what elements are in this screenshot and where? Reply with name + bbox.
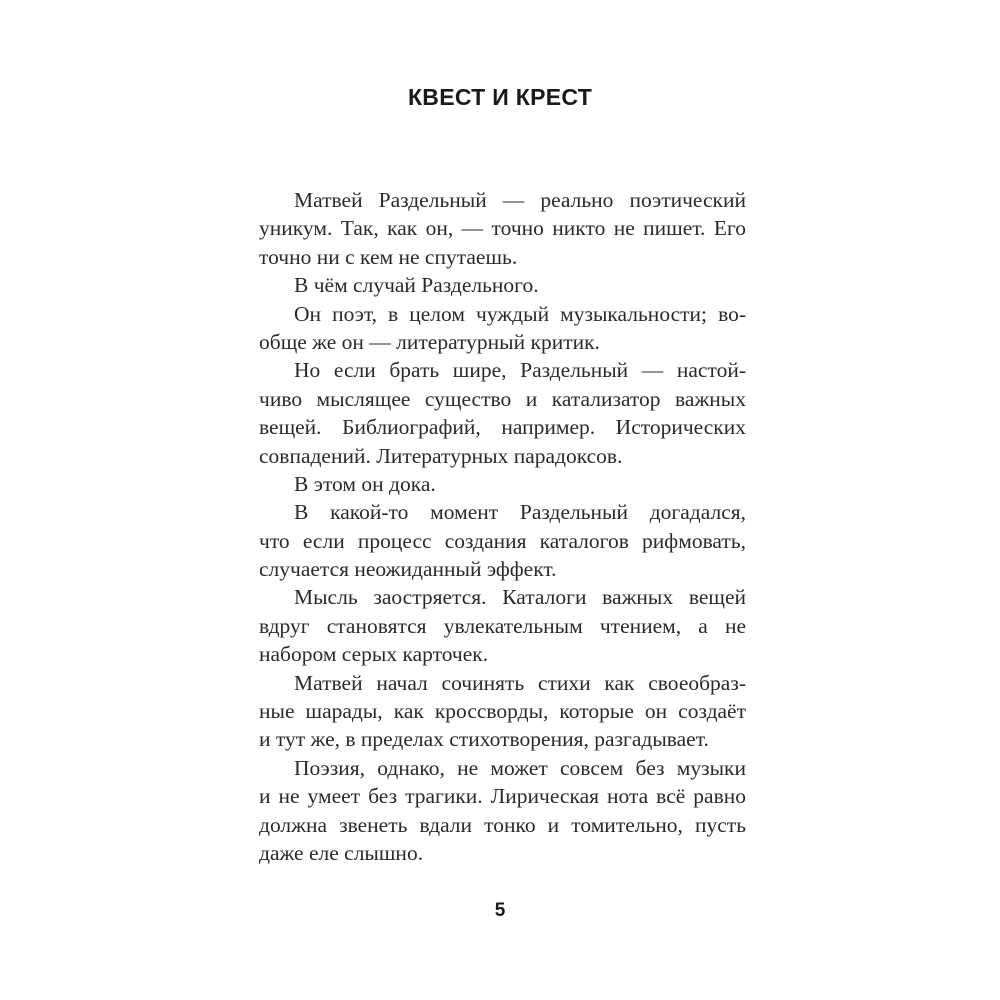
text-line: Поэзия, однако, не может совсем без музыки bbox=[294, 755, 746, 780]
text-line: даже еле слышно. bbox=[259, 840, 424, 865]
paragraph bbox=[259, 186, 746, 271]
text-line: точно ни с кем не спутаешь. bbox=[259, 244, 518, 269]
text-line: обще же он — литературный критик. bbox=[259, 329, 600, 354]
text-line: Матвей начал сочинять стихи как своеобраз- bbox=[294, 670, 746, 695]
text-line: ные шарады, как кроссворды, которые он создаёт bbox=[259, 699, 746, 724]
paragraph bbox=[259, 583, 746, 668]
page-number: 5 bbox=[494, 900, 506, 921]
text-line: В чём случай Раздельного. bbox=[294, 273, 539, 298]
text-line: Мысль заостряется. Каталоги важных вещей bbox=[294, 585, 746, 610]
text-line: уникум. Так, как он, — точно никто не пишет. Его bbox=[259, 216, 746, 241]
text-line: что если процесс создания каталогов рифмовать, bbox=[259, 528, 746, 553]
chapter-title: КВЕСТ И КРЕСТ bbox=[407, 84, 593, 110]
text-line: Но если брать шире, Раздельный — настой- bbox=[294, 358, 746, 383]
paragraph bbox=[259, 271, 746, 299]
text-line: вдруг становятся увлекательным чтением, а не bbox=[259, 613, 746, 638]
text-line: случается неожиданный эффект. bbox=[259, 557, 557, 582]
paragraph bbox=[259, 300, 746, 357]
body-text bbox=[259, 186, 746, 867]
text-line: и тут же, в пределах стихотворения, разгадывает. bbox=[259, 727, 709, 752]
text-line: совпадений. Литературных парадоксов. bbox=[259, 443, 623, 468]
text-line: В какой-то момент Раздельный догадался, bbox=[294, 500, 746, 525]
paragraph bbox=[259, 669, 746, 754]
paragraph bbox=[259, 356, 746, 470]
text-line: должна звенеть вдали тонко и томительно, пусть bbox=[259, 812, 746, 837]
text-line: чиво мыслящее существо и катализатор важных bbox=[259, 386, 746, 411]
paragraph bbox=[259, 498, 746, 583]
text-line: вещей. Библиографий, например. Исторических bbox=[259, 415, 746, 440]
text-line: набором серых карточек. bbox=[259, 642, 489, 667]
paragraph bbox=[259, 470, 746, 498]
text-line: Матвей Раздельный — реально поэтический bbox=[294, 188, 746, 212]
text-line: и не умеет без трагики. Лирическая нота всё равно bbox=[259, 784, 746, 809]
text-line: В этом он дока. bbox=[294, 471, 436, 496]
text-line: Он поэт, в целом чуждый музыкальности; во- bbox=[294, 301, 746, 326]
paragraph bbox=[259, 754, 746, 868]
